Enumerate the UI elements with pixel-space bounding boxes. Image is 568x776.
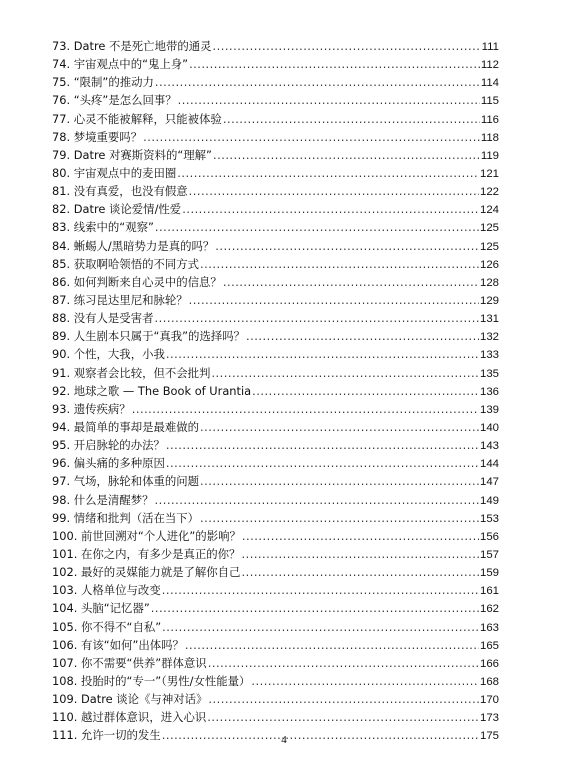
toc-entry[interactable] <box>52 91 499 109</box>
toc-entry[interactable] <box>52 527 499 545</box>
toc-entry-page: 128 <box>479 276 499 289</box>
toc-entry-title: 98. 什么是清醒梦？ <box>52 492 154 507</box>
toc-leader-dots <box>200 509 479 527</box>
toc-entry-title: 103. 人格单位与改变 <box>52 583 161 598</box>
toc-entry-title: 85. 获取啊哈领悟的不同方式 <box>52 256 200 271</box>
toc-leader-dots <box>242 527 479 545</box>
toc-leader-dots <box>213 37 481 55</box>
toc-entry[interactable] <box>52 690 499 708</box>
toc-entry-page: 116 <box>480 113 499 126</box>
toc-leader-dots <box>189 291 479 309</box>
toc-leader-dots <box>132 400 479 418</box>
toc-entry-title: 107. 你不需要“供养”群体意识 <box>52 655 207 670</box>
toc-leader-dots <box>155 73 480 91</box>
toc-entry-page: 133 <box>479 349 499 362</box>
toc-entry-title: 93. 遗传疾病？ <box>52 401 131 416</box>
toc-entry-title: 87. 练习昆达里尼和脉轮？ <box>52 292 188 307</box>
toc-leader-dots <box>200 255 479 273</box>
toc-entry[interactable] <box>52 37 499 55</box>
toc-entry[interactable] <box>52 218 499 236</box>
toc-entry-title: 73. Datre 不是死亡地带的通灵 <box>52 39 212 53</box>
toc-entry-page: 161 <box>479 585 499 598</box>
toc-entry-page: 166 <box>479 657 499 670</box>
toc-entry[interactable] <box>52 255 499 273</box>
toc-entry-page: 157 <box>479 548 499 561</box>
toc-entry[interactable] <box>52 345 499 363</box>
toc-leader-dots <box>213 146 480 164</box>
toc-entry-title: 86. 如何判断来自心灵中的信息？ <box>52 274 222 289</box>
toc-entry-page: 115 <box>480 95 499 108</box>
toc-entry-page: 173 <box>479 712 499 725</box>
toc-leader-dots <box>177 164 479 182</box>
toc-leader-dots <box>189 182 479 200</box>
toc-leader-dots <box>208 654 479 672</box>
toc-leader-dots <box>200 472 479 490</box>
toc-leader-dots <box>178 91 480 109</box>
toc-entry-title: 74. 宇宙观点中的“鬼上身” <box>52 57 189 72</box>
toc-entry-title: 108. 投胎时的“专一”（男性/女性能量） <box>52 673 251 688</box>
toc-entry[interactable] <box>52 364 499 382</box>
toc-leader-dots <box>223 273 479 291</box>
toc-leader-dots <box>166 454 479 472</box>
toc-entry-title: 79. Datre 对赛斯资料的“理解” <box>52 147 212 162</box>
toc-entry[interactable] <box>52 400 499 418</box>
toc-leader-dots <box>154 491 479 509</box>
toc-entry[interactable] <box>52 509 499 527</box>
toc-leader-dots <box>189 55 480 73</box>
toc-entry[interactable] <box>52 164 499 182</box>
toc-entry-title: 110. 越过群体意识，进入心识 <box>52 710 207 725</box>
toc-entry[interactable] <box>52 563 499 581</box>
toc-entry[interactable] <box>52 418 499 436</box>
toc-entry-page: 119 <box>480 149 499 162</box>
toc-leader-dots <box>251 672 479 690</box>
toc-entry-page: 135 <box>479 367 499 380</box>
toc-entry-title: 80. 宇宙观点中的麦田圈 <box>52 165 177 180</box>
toc-entry[interactable] <box>52 672 499 690</box>
toc-entry-page: 118 <box>480 131 499 144</box>
toc-entry[interactable] <box>52 273 499 291</box>
page-number: 4 <box>281 734 287 746</box>
toc-entry-page: 143 <box>479 440 499 453</box>
toc-entry[interactable] <box>52 454 499 472</box>
toc-leader-dots <box>151 599 479 617</box>
toc-leader-dots <box>211 364 479 382</box>
toc-entry[interactable] <box>52 618 499 636</box>
toc-entry-title: 75. “限制”的推动力 <box>52 75 154 90</box>
toc-entry-title: 91. 观察者会比较，但不会批判 <box>52 365 211 380</box>
toc-entry-page: 170 <box>479 694 499 707</box>
toc-entry-page: 131 <box>479 313 499 326</box>
toc-entry[interactable] <box>52 545 499 563</box>
toc-entry[interactable] <box>52 708 499 726</box>
toc-entry-page: 159 <box>479 567 499 580</box>
toc-entry[interactable] <box>52 436 499 454</box>
toc-entry-page: 132 <box>479 331 499 344</box>
toc-entry-title: 76. “头疼”是怎么回事？ <box>52 93 177 108</box>
toc-entry-title: 77. 心灵不能被解释，只能被体验 <box>52 111 222 126</box>
toc-entry-page: 168 <box>479 675 499 688</box>
toc-entry-title: 102. 最好的灵媒能力就是了解你自己 <box>52 565 241 580</box>
toc-entry-title: 96. 偏头痛的多种原因 <box>52 456 165 471</box>
toc-entry[interactable] <box>52 491 499 509</box>
toc-entry-title: 81. 没有真爱，也没有假意 <box>52 184 188 199</box>
toc-leader-dots <box>162 581 479 599</box>
toc-entry-page: 156 <box>479 530 499 543</box>
toc-entry-page: 136 <box>479 385 499 398</box>
toc-entry-title: 104. 头脑“记忆器” <box>52 601 150 616</box>
toc-leader-dots <box>246 327 479 345</box>
toc-entry-page: 140 <box>479 421 499 434</box>
toc-leader-dots <box>223 110 480 128</box>
toc-leader-dots <box>252 382 479 400</box>
toc-entry-title: 100. 前世回溯对“个人进化”的影响？ <box>52 528 241 543</box>
toc-leader-dots <box>162 618 479 636</box>
toc-entry-page: 124 <box>479 204 499 217</box>
toc-entry-title: 101. 在你之内，有多少是真正的你？ <box>52 546 241 561</box>
toc-entry[interactable] <box>52 200 499 218</box>
toc-entry-page: 122 <box>479 186 499 199</box>
toc-entry-page: 153 <box>479 512 499 525</box>
toc-entry-title: 83. 线索中的“观察” <box>52 220 154 235</box>
toc-leader-dots <box>200 418 479 436</box>
toc-entry-page: 112 <box>480 59 499 72</box>
toc-entry[interactable] <box>52 636 499 654</box>
toc-entry[interactable] <box>52 291 499 309</box>
toc-entry-page: 125 <box>479 222 499 235</box>
toc-entry-page: 147 <box>479 476 499 489</box>
toc-leader-dots <box>208 690 479 708</box>
toc-entry-title: 84. 蜥蜴人/黑暗势力是真的吗？ <box>52 238 215 253</box>
toc-entry-page: 149 <box>479 494 499 507</box>
toc-entry-page: 129 <box>479 294 499 307</box>
toc-entry-title: 78. 梦境重要吗？ <box>52 129 143 144</box>
toc-entry-title: 90. 个性，大我，小我 <box>52 347 165 362</box>
toc-entry-page: 163 <box>479 621 499 634</box>
toc-entry-page: 175 <box>479 730 499 743</box>
toc-entry-title: 99. 情绪和批判（活在当下） <box>52 510 200 525</box>
toc-leader-dots <box>241 545 479 563</box>
table-of-contents <box>52 37 499 744</box>
toc-entry-page: 144 <box>479 458 499 471</box>
toc-entry[interactable] <box>52 382 499 400</box>
toc-entry[interactable] <box>52 73 499 91</box>
toc-entry-page: 121 <box>479 167 499 180</box>
toc-entry[interactable] <box>52 182 499 200</box>
toc-entry-title: 95. 开启脉轮的办法？ <box>52 438 165 453</box>
toc-entry[interactable] <box>52 599 499 617</box>
toc-entry-page: 139 <box>479 403 499 416</box>
toc-entry[interactable] <box>52 237 499 255</box>
toc-leader-dots <box>143 128 480 146</box>
toc-leader-dots <box>182 200 479 218</box>
toc-entry-page: 125 <box>479 240 499 253</box>
toc-entry[interactable] <box>52 654 499 672</box>
toc-entry[interactable] <box>52 309 499 327</box>
toc-leader-dots <box>185 636 479 654</box>
toc-entry-page: 162 <box>479 603 499 616</box>
toc-entry[interactable] <box>52 581 499 599</box>
toc-entry-title: 92. 地球之歌 — The Book of Urantia <box>52 383 252 398</box>
toc-leader-dots <box>215 237 479 255</box>
toc-entry-title: 111. 允许一切的发生 <box>52 728 161 743</box>
toc-leader-dots <box>155 218 479 236</box>
toc-entry[interactable] <box>52 327 499 345</box>
toc-leader-dots <box>207 708 479 726</box>
toc-entry[interactable] <box>52 110 499 128</box>
toc-entry[interactable] <box>52 472 499 490</box>
toc-entry-title: 89. 人生剧本只属于“真我”的选择吗？ <box>52 329 246 344</box>
toc-entry-title: 109. Datre 谈论《与神对话》 <box>52 692 208 707</box>
toc-entry-title: 94. 最简单的事却是最难做的 <box>52 419 200 434</box>
toc-entry[interactable] <box>52 55 499 73</box>
toc-entry-page: 114 <box>480 77 499 90</box>
toc-entry-title: 97. 气场，脉轮和体重的问题 <box>52 474 200 489</box>
toc-leader-dots <box>166 436 479 454</box>
toc-entry-title: 88. 没有人是受害者 <box>52 311 154 326</box>
toc-leader-dots <box>241 563 479 581</box>
toc-leader-dots <box>166 345 479 363</box>
toc-leader-dots <box>154 309 479 327</box>
toc-entry[interactable] <box>52 128 499 146</box>
toc-entry-title: 106. 有该“如何”出体吗？ <box>52 637 184 652</box>
toc-entry[interactable] <box>52 146 499 164</box>
toc-entry-title: 82. Datre 谈论爱情/性爱 <box>52 202 182 217</box>
toc-entry-page: 165 <box>479 639 499 652</box>
toc-entry-page: 126 <box>479 258 499 271</box>
toc-entry-page: 111 <box>481 41 499 53</box>
toc-entry-title: 105. 你不得不“自私” <box>52 619 162 634</box>
